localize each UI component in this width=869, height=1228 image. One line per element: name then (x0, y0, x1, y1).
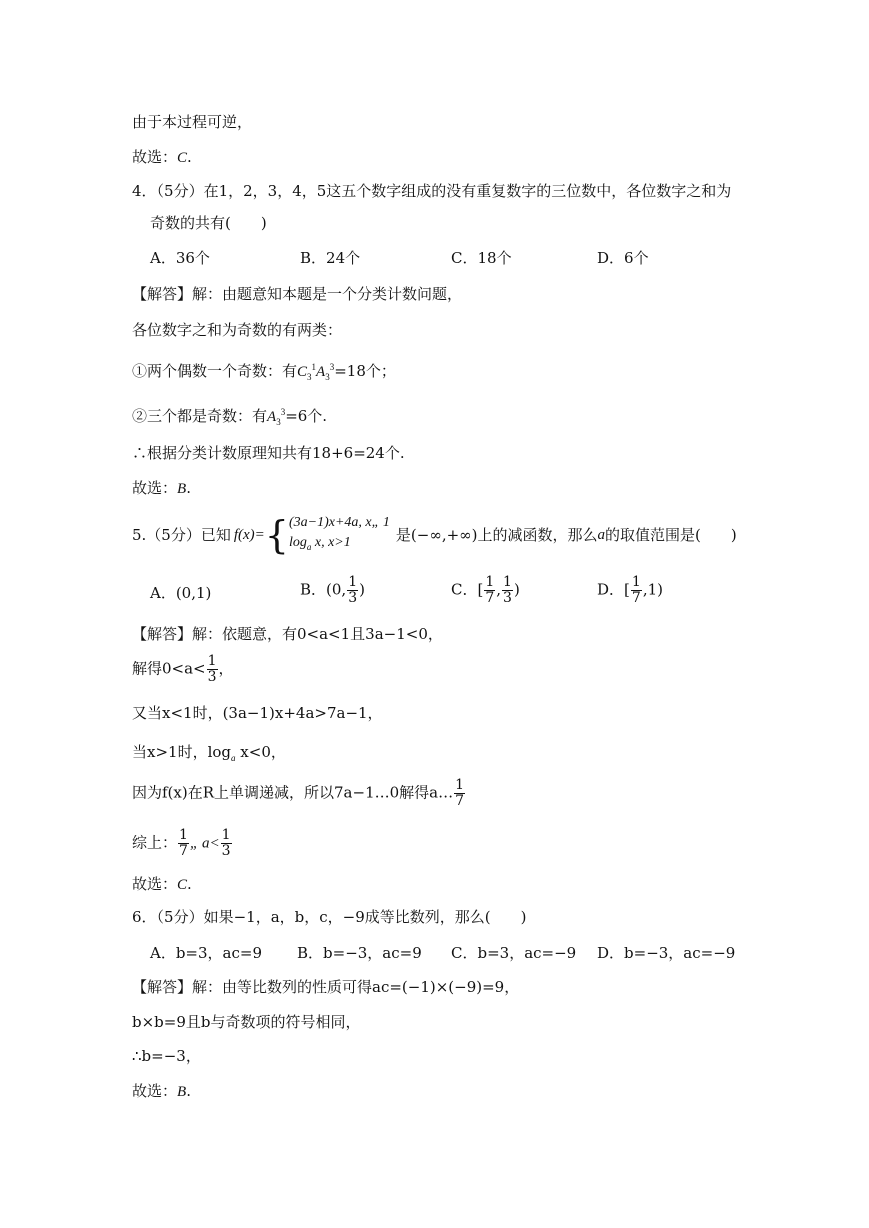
question-5-stem: 5.（5分）已知 f(x)= { (3a−1)x+4a, x„ 1 $\log_a x$, x>1 是(−∞,+∞)上的减函数，那么 a 的取值范围是( ) (132, 513, 737, 557)
option-b: B．b=−3，ac=9 (297, 944, 422, 962)
solution-line: 各位数字之和为奇数的有两类： (132, 321, 343, 339)
option-c: C．18个 (451, 249, 512, 267)
solution-line: 【解答】解：由题意知本题是一个分类计数问题， (132, 285, 463, 303)
piecewise-brace: { (264, 513, 289, 557)
solution-line: ①两个偶数一个奇数：有$C_3^1A_3^3=18$个； (132, 362, 396, 382)
solution-line: ∴根据分类计数原理知共有18+6=24个. (132, 444, 405, 462)
answer-line: 故选：C. (132, 148, 192, 166)
solution-line: ②三个都是奇数：有$A_3^3=6$个. (132, 407, 328, 427)
question-4-stem: 4．（5分）在1，2，3，4，5这五个数字组成的没有重复数字的三位数中，各位数字之和为 (132, 182, 732, 200)
option-b: B．24个 (300, 249, 361, 267)
solution-line: 因为f(x)在R上单调递减，所以7a−1…0解得a… $\frac{1}{7}$ (132, 777, 465, 809)
option-d: D．[ $\frac{1}{7}$ ,1) (597, 574, 663, 606)
question-4-stem-cont: 奇数的共有( ) (150, 214, 267, 232)
option-a: A．(0,1) (150, 584, 212, 602)
piecewise-cases: (3a−1)x+4a, x„ 1 $\log_a x$, x>1 (288, 515, 390, 552)
option-c: C．b=3，ac=−9 (451, 944, 577, 962)
question-6-stem: 6．（5分）如果−1，a，b，c，−9成等比数列，那么( ) (132, 908, 527, 926)
answer-line: 故选：B. (132, 1082, 191, 1100)
solution-line: 【解答】解：由等比数列的性质可得ac=(−1)×(−9)=9， (132, 978, 520, 996)
answer-line: 故选：B. (132, 479, 191, 497)
solution-line: 【解答】解：依题意，有0<a<1且3a−1<0， (132, 625, 443, 643)
option-b: B．(0, $\frac{1}{3}$ ) (300, 574, 365, 606)
solution-line: 当x>1时，$\log_a x<0$， (132, 743, 286, 763)
solution-line: 又当x<1时，(3a−1)x+4a>7a−1， (132, 704, 383, 722)
option-a: A．b=3，ac=9 (150, 944, 263, 962)
text-line: 由于本过程可逆， (132, 113, 253, 131)
option-c: C．[ $\frac{1}{7}$ , $\frac{1}{3}$ ) (451, 574, 520, 606)
solution-line: b×b=9且b与奇数项的符号相同， (132, 1013, 361, 1031)
option-d: D．6个 (597, 249, 649, 267)
option-a: A．36个 (150, 249, 210, 267)
solution-line: 综上： $\frac{1}{7}$ „ a< $\frac{1}{3}$ (132, 827, 231, 859)
solution-line: ∴b=−3， (132, 1047, 201, 1065)
option-d: D．b=−3，ac=−9 (597, 944, 736, 962)
solution-line: 解得0<a< $\frac{1}{3}$ ， (132, 653, 234, 685)
answer-line: 故选：C. (132, 875, 192, 893)
